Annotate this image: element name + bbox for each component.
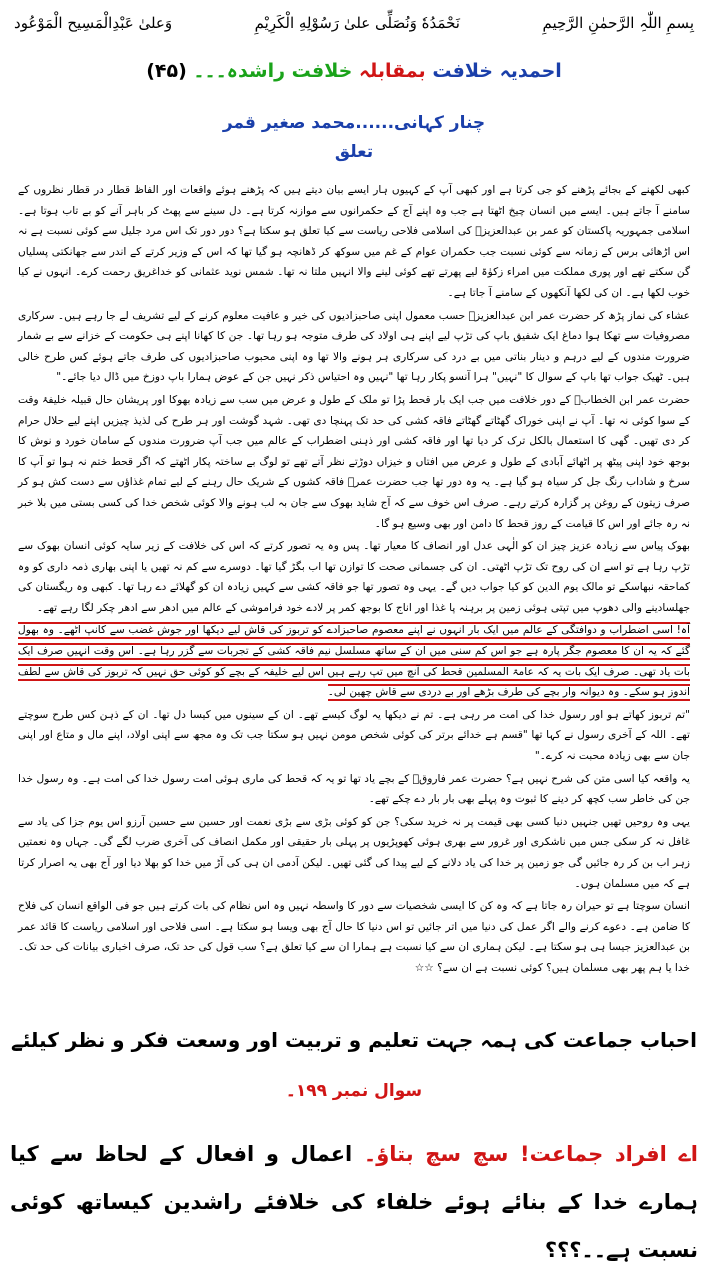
page-title	[0, 60, 708, 82]
article-byline: چنار کہانی......محمد صغیر قمر	[222, 113, 486, 133]
article-paragraph: یہ واقعہ کیا اسی متن کی شرح نہیں ہے؟ حضرت عمر فاروقؓ کے بچے یاد تھا تو یہ کہ قحط کی ماری ہوئی امت رسول خدا کی امت ہے۔ وہ رسول خدا جن کی خاطر سب کچھ کر دینے کا ثبوت وہ پہلے بھی بار بار دے چکے تھے۔	[18, 772, 690, 806]
question-lead: اے افراد جماعت! سچ سچ بتاؤ۔	[363, 1142, 698, 1166]
masih-text: وَعلیٰ عَبْدِالْمَسِیح الْمَوْعُود	[14, 14, 173, 32]
article-paragraph-highlighted	[18, 620, 690, 702]
basmala-header	[14, 6, 694, 40]
article-paragraph: "تم تربوز کھاتے ہو اور رسول خدا کی امت مر رہی ہے۔ تم نے دیکھا یہ لوگ کیسے تھے۔ ان کے سینوں میں کیسا دل تھا۔ ان کے ذہن کس طرح سوچتے تھے۔ اللہ کے آخری رسول نے کہا تھا "قسم ہے خدائے برتر کی کوئی شخص مومن نہیں ہو سکتا جب تک وہ مجھ سے اپنی اولاد، اپنے مال و متاع اور اپنی جان سے بھی زیادہ محبت نہ کرے۔"	[18, 708, 690, 763]
article-body	[18, 180, 690, 981]
article-paragraph: عشاء کی نماز پڑھ کر حضرت عمر ابن عبدالعزیزؒ حسب معمول اپنی صاحبزادیوں کی خیر و عافیت معلوم کرنے کے لیے تشریف لے جا رہے ہیں۔ سرکاری مصروفیات سے تھکا ہوا دماغ ایک شفیق باپ کی تڑپ لیے اپنے ہی اولاد کی طرف متوجہ ہو رہا تھا۔ جن کا کھانا اپنے ہی حکومت کے خزانے سے بے شمار ضرورت مندوں کے لیے درہم و دینار بناتی میں بے درد کی سرکاری ہر ہونے والا تھا وہ اپنی محبوب صاحبزادیوں کی طرف جاتے ہوئے کس طرح خالی ہیں۔ ٹھیک جواب تھا باپ کے سوال کا "نہیں" ہرا آنسو پکار رہا تھا "نہیں وہ احتیاس ذکر نہیں جن کے عوض ہمارا باپ دوزخ میں ڈال دیا جائے۔"	[18, 309, 690, 384]
article-paragraph: حضرت عمر ابن الخطابؓ کے دور خلافت میں جب ایک بار قحط پڑا تو ملک کے طول و عرض میں سب سے زیادہ بھوکا اور پریشان حال قبیلہ خلیفۂ وقت کے سوا کوئی نہ تھا۔ آپ نے اپنی خوراک گھٹاتے گھٹاتے فاقہ کشی کی حد تک پہنچا دی تھی۔ شہد گوشت اور ہر طرح کی لذیذ چیزیں اپنے لیے حلال حرام کر دی تھیں۔ گھی کا استعمال بالکل ترک کر دیا تھا اور فاقہ کشی اور ذہنی اضطراب کے عالم میں جب آپ ضرورت مندوں کے سامان خورد و نوش کا بوجھ خود اپنی پیٹھ پر اٹھائے آبادی کے طول و عرض میں افتاں و خیزاں دوڑتے نظر آتے تھے تو لوگ بے ساختہ پکار اٹھتے کہ اگر قحط ختم نہ ہوا تو آپ کا سرخ و شاداب رنگ جل کر سیاہ ہو گیا ہے۔ یہ وہ دور تھا جب حضرت عمرؓ فاقہ کشوں کے شریک حال رہنے کے لیے تمام غذاؤں سے دست کش ہو کر صرف زیتون کے روغن پر گزارہ کرتے رہے۔ صرف اس خوف سے کہ آج شاید بھوک سے جان بہ لب ہونے والا کوئی شخص خدا کی کسی بستی میں بلا خبر نہ رہ جائے اور اس کا قیامت کے روز قحط کا دامن اور بھی وسیع ہو گا۔	[18, 393, 690, 530]
question-body: اعمال و افعال کے لحاظ سے کیا ہمارے خدا کے بنائے ہوئے خلفاء کی خلافئے راشدین کیساتھ کوئی نسبت ہے۔۔؟؟؟	[10, 1142, 698, 1262]
article-paragraph: کبھی لکھنے کے بجائے پڑھنے کو جی کرتا ہے اور کبھی آپ کے کہیوں ہار ایسے بیان دیتے ہیں کہ پڑھنے ہوئے واقعات اور الفاظ قطار در قطار نظروں کے سامنے آ جاتے ہیں۔ ایسے میں انسان چیخ اٹھتا ہے جب وہ اپنے آج کے حکمرانوں سے موازنہ کرتا ہے۔ دل سینے سے پھٹ کر باہر آنے کو بے تاب ہوتا ہے۔ اسلامی جمہوریہ پاکستان کو عمر بن عبدالعزیزؒ کی اسلامی فلاحی ریاست سے کیا تعلق ہو سکتا ہے؟ دور دور تک اس مرد جلیل سے کوئی نسبت ہے نہ اس اڑھائی برس کے زمانہ سے کوئی نسبت جب حکمران عوام کے غم میں سوکھ کر ڈھانچہ ہو گیا تھا کہ اس کے وزیر کرتے کے اندر سے جھانکتی پسلیاں گن سکتے تھے اور پوری مملکت میں امراء زکوٰۃ لیے پھرتے تھے کوئی لینے والا انہیں ملتا نہ تھا۔ شمس نوید عثمانی کو خداغریق رحمت کرے۔ انہوں نے کیا خوب لکھا ہے۔ ان کی لکھا آنکھوں کے سامنے آ جاتا ہے۔	[18, 184, 690, 299]
title-part-rashida: خلافت راشدہ۔۔۔	[193, 60, 353, 82]
title-part-number: (۴۵)	[146, 60, 187, 82]
question-text	[10, 1130, 698, 1274]
appeal-heading: احباب جماعت کی ہمہ جہت تعلیم و تربیت اور وسعت فکر و نظر کیلئے	[10, 1028, 697, 1052]
article-paragraph: یہی وہ روحیں تھیں جنہیں دنیا کسی بھی قیمت پر نہ خرید سکی؟ جن کو کوئی بڑی سے بڑی نعمت اور حسین سے حسین آرزو اس یوم جزا کی یاد سے غافل نہ کر سکی جس میں ناشکری اور غرور سے بھری ہوئی کھوپڑیوں پر پہلی بار حقیقی اور مکمل انصاف کی آخری ضرب لگے گی۔ جہاں وہ نعمتیں زہر اب بن کر رہ جائیں گی جو زمین پر خدا کی یاد دلانے کے لیے پیدا کی گئی تھیں۔ لیکن آدمی ان ہی کی آڑ میں خدا کو بھلا دیا اور آج بھی یہ اصرار کرتا ہے کہ میں مسلمان ہوں۔	[18, 815, 690, 890]
hamd-text: نَحْمَدُهٗ وَنُصَلِّی علیٰ رَسُوْلِهِ الْكَرِیْمِ	[254, 14, 460, 32]
article-paragraph: انسان سوچتا ہے تو حیران رہ جاتا ہے کہ وہ کن کا ایسی شخصیات سے دور کا واسطہ نہیں وہ اس نظام کی بات کرتے ہیں جو فی الواقع انسان کی فلاح کا ضامن ہے۔ دعوے کرنے والے اگر عمل کی دنیا میں اتر جائیں تو اس دنیا کا حال آج بھی ویسا ہو سکتا ہے۔ اسی فلاحی اور اسلامی ریاست کا قائد عمر بن عبدالعزیز جیسا ہی ہو سکتا ہے۔ لیکن ہماری ان سے کیا نسبت ہے ہمارا ان سے کیا تعلق ہے؟ سب قول کی حد تک، صرف اخباری بیانات کی حد تک۔ خدا یا ہم پھر بھی مسلمان ہیں؟ کوئی نسبت ہے ان سے؟ ☆☆	[18, 900, 690, 974]
title-part-bamuqabla: بمقابلہ	[358, 60, 426, 82]
basmala-text: بِسمِ اللّٰہِ الرَّحمٰنِ الرَّحِیمِ	[542, 14, 694, 32]
article-paragraph: بھوک پیاس سے زیادہ عزیز چیز ان کو الٰہی عدل اور انصاف کا معیار تھا۔ پس وہ یہ تصور کرتے کہ اس کی خلافت کے زیر سایہ کوئی انسان بھوک سے تڑپ رہا ہے تو اسے ان کی روح تک تڑپ اٹھتی۔ ان کی جسمانی صحت کا توازن تھا اب بگڑ گیا تھا۔ دوسرے سے کم نہ تھیں یا اپنی بھاری ذمہ داری کو وہ کماحقہ نبھاسکے تو مالک یوم الدین کو کیا جواب دیں گے۔ یہی وہ تصور تھا جو فاقہ کشی سے کہیں زیادہ ان کو گھلائے دے رہا تھا۔ کبھی وہ ریگستان کی جھلسادینے والی دھوپ میں تپتی ہوئی زمین پر برہنہ پا غذا اور اناج کا بوجھ کمر پر لادے خود فراموشی کے عالم میں ادھر سے ادھر چکر لگا رہے تھے۔	[18, 540, 690, 614]
title-part-khilafat: احمدیہ خلافت	[432, 60, 562, 82]
article-subtitle: تعلق	[334, 142, 374, 162]
question-number: سوال نمبر ۱۹۹۔	[285, 1081, 423, 1101]
highlighted-passage: آہ! اسی اضطراب و دوافتگی کے عالم میں ایک بار انہوں نے اپنے معصوم صاحبزادے کو تربوز کی قاش لیے دیکھا اور جوش غضب سے کانپ اٹھے۔ وہ بھول گئے کہ یہ ان کا معصوم جگر پارہ ہے جو اس کم سنی میں ان کے ساتھ مسلسل نیم فاقہ کشی کے تجربات سے گزر رہا ہے۔ اس وقت انہیں صرف ایک بات یاد تھی۔ صرف ایک بات یہ کہ عامۃ المسلمین قحط کی آنچ میں تپ رہے ہیں اس لیے خلیفہ کے بچے کو کوئی حق نہیں کہ تربوز کی قاش سے لطف اندوز ہو سکے۔ وہ دیوانہ وار بچے کی طرف بڑھے اور بے دردی سے قاش چھین لی۔	[18, 622, 690, 701]
